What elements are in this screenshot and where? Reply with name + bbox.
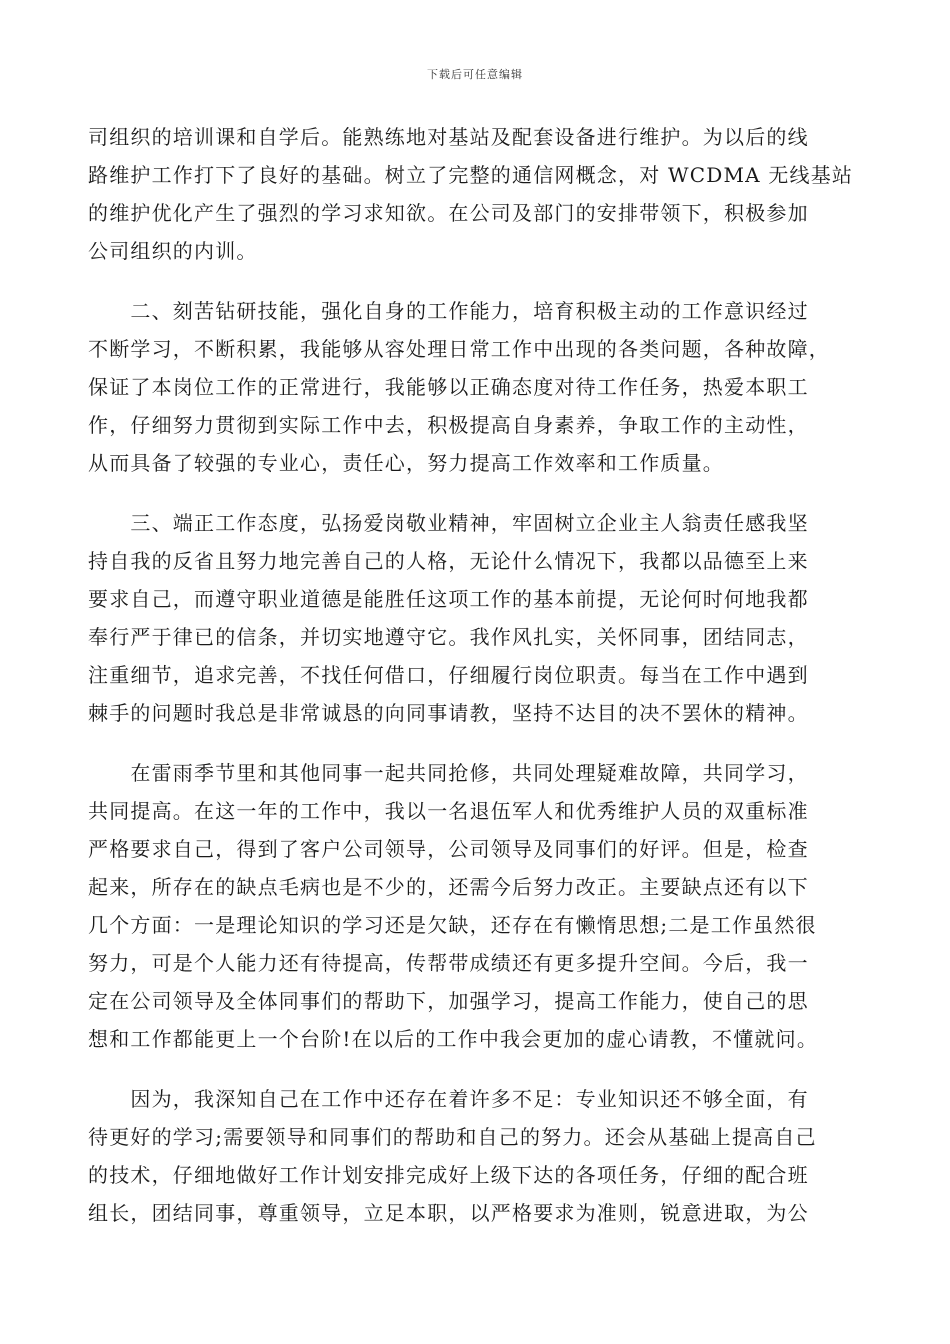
text-line: 待更好的学习;需要领导和同事们的帮助和自己的努力。还会从基础上提高自己 [88,1125,817,1149]
text-line: 的维护优化产生了强烈的学习求知欲。在公司及部门的安排带领下，积极参加 [88,201,809,225]
paragraph-2 [88,292,863,482]
text-line: 不断学习，不断积累，我能够从容处理日常工作中出现的各类问题，各种故障， [88,337,830,361]
text-line: 棘手的问题时我总是非常诚恳的向同事请教，坚持不达目的决不罢休的精神。 [88,701,809,725]
text-line: 的技术，仔细地做好工作计划安排完成好上级下达的各项任务，仔细的配合班 [88,1163,809,1187]
text-line: 公司组织的内训。 [88,239,258,263]
text-line: 要求自己，而遵守职业道德是能胜任这项工作的基本前提，无论何时何地我都 [88,587,809,611]
text-line: 组长，团结同事，尊重领导，立足本职，以严格要求为准则，锐意进取，为公 [88,1201,809,1225]
text-line: 共同提高。在这一年的工作中，我以一名退伍军人和优秀维护人员的双重标准 [88,799,809,823]
text-line: 在雷雨季节里和其他同事一起共同抢修，共同处理疑难故障，共同学习， [88,761,809,785]
text-line: 因为，我深知自己在工作中还存在着许多不足：专业知识还不够全面，有 [88,1087,809,1111]
text-line: 路维护工作打下了良好的基础。树立了完整的通信网概念，对 WCDMA 无线基站 [88,163,854,187]
text-line: 定在公司领导及全体同事们的帮助下，加强学习，提高工作能力，使自己的思 [88,989,809,1013]
text-line: 从而具备了较强的专业心，责任心，努力提高工作效率和工作质量。 [88,451,724,475]
text-line: 注重细节，追求完善，不找任何借口，仔细履行岗位职责。每当在工作中遇到 [88,663,809,687]
text-line: 作，仔细努力贯彻到实际工作中去，积极提高自身素养，争取工作的主动性， [88,413,809,437]
text-line: 努力，可是个人能力还有待提高，传帮带成绩还有更多提升空间。今后，我一 [88,951,809,975]
text-line: 奉行严于律已的信条，并切实地遵守它。我作风扎实，关怀同事，团结同志， [88,625,809,649]
text-line: 想和工作都能更上一个台阶!在以后的工作中我会更加的虚心请教，不懂就问。 [88,1027,819,1051]
paragraph-1 [88,118,863,270]
text-line: 二、刻苦钻研技能，强化自身的工作能力，培育积极主动的工作意识经过 [88,299,809,323]
text-line: 保证了本岗位工作的正常进行，我能够以正确态度对待工作任务，热爱本职工 [88,375,809,399]
text-line: 起来，所存在的缺点毛病也是不少的，还需今后努力改正。主要缺点还有以下 [88,875,809,899]
paragraph-4 [88,754,863,1058]
text-line: 三、端正工作态度，弘扬爱岗敬业精神，牢固树立企业主人翁责任感我坚 [88,511,809,535]
page-header: 下载后可任意编辑 [427,68,523,81]
paragraph-5 [88,1080,863,1232]
text-line: 持自我的反省且努力地完善自己的人格，无论什么情况下，我都以品德至上来 [88,549,809,573]
paragraph-3 [88,504,863,732]
text-line: 几个方面：一是理论知识的学习还是欠缺，还存在有懒惰思想;二是工作虽然很 [88,913,817,937]
document-body [88,118,863,1254]
text-line: 严格要求自己，得到了客户公司领导，公司领导及同事们的好评。但是，检查 [88,837,809,861]
text-line: 司组织的培训课和自学后。能熟练地对基站及配套设备进行维护。为以后的线 [88,125,809,149]
